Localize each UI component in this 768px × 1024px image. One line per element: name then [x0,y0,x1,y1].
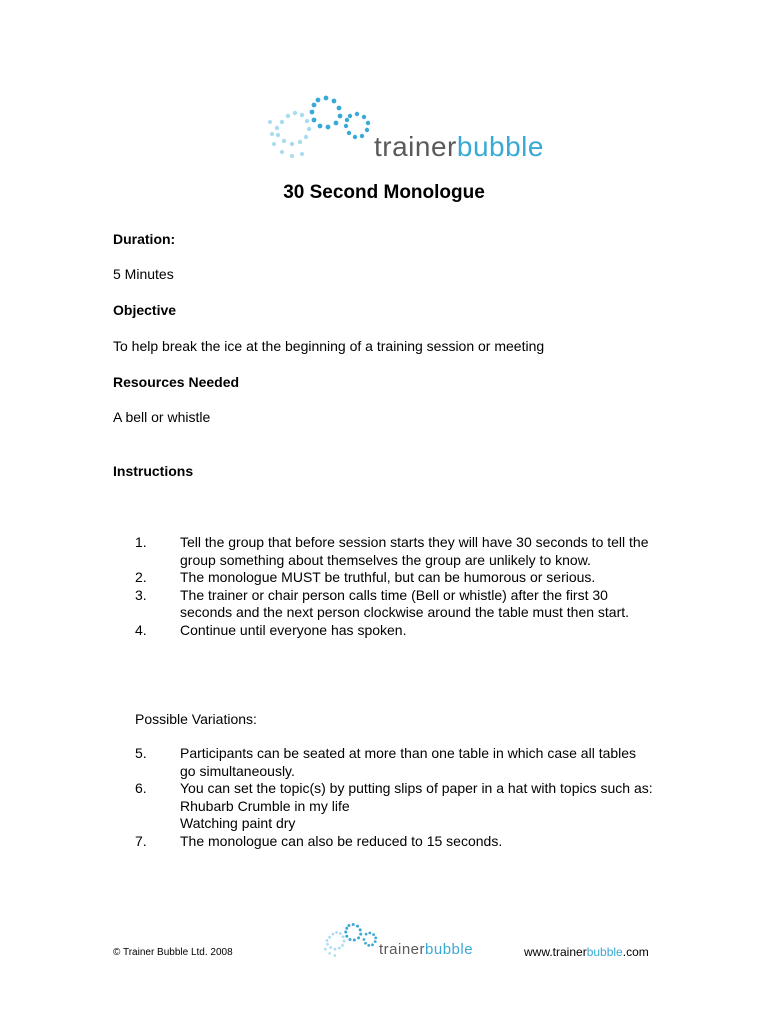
list-item [135,534,655,569]
list-item [135,780,655,833]
list-number: 1. [135,534,147,550]
list-text-wrap [180,780,655,833]
topic-example: Watching paint dry [180,815,296,832]
logo-wordmark [374,133,544,161]
list-item [135,622,655,640]
list-item [135,587,655,622]
bubbles-logo-icon [320,921,380,959]
logo-word-trainer: trainer [374,131,457,162]
url-prefix: www.trainer [524,945,587,959]
footer-copyright: © Trainer Bubble Ltd. 2008 [113,947,233,958]
variations-heading: Possible Variations: [135,711,257,727]
footer-website-link[interactable] [524,945,649,959]
duration-value: 5 Minutes [113,266,174,282]
trainerbubble-logo [264,92,544,162]
url-suffix: .com [622,945,649,959]
list-text: The monologue MUST be truthful, but can be humorous or serious. [180,569,596,586]
list-text: You can set the topic(s) by putting slips of paper in a hat with topics such as: [180,780,653,797]
list-item [135,745,655,780]
resources-heading: Resources Needed [113,374,240,390]
instructions-heading: Instructions [113,463,194,479]
url-highlight: bubble [586,945,623,959]
footer-logo-wordmark [379,942,473,957]
list-number: 2. [135,569,147,586]
list-number: 5. [135,745,147,761]
list-number: 3. [135,586,147,603]
bubbles-logo-icon [264,92,376,162]
logo-word-trainer: trainer [379,941,426,958]
variations-list [135,745,655,851]
document-title: 30 Second Monologue [283,182,485,203]
list-text: Tell the group that before session starts they will have 30 seconds to tell the group something about themselves the group are unlikely to know. [180,534,649,568]
objective-heading: Objective [113,302,177,318]
list-text: The monologue can also be reduced to 15 seconds. [180,832,503,849]
list-number: 6. [135,780,147,797]
list-text: Continue until everyone has spoken. [180,621,407,638]
list-item [135,833,655,851]
objective-value: To help break the ice at the beginning of a training session or meeting [113,338,545,354]
resources-value: A bell or whistle [113,409,211,425]
topic-example: Rhubarb Crumble in my life [180,797,350,814]
list-number: 7. [135,832,147,849]
list-text: Participants can be seated at more than one table in which case all tables go simultaneously. [180,745,637,779]
list-item [135,569,655,587]
list-number: 4. [135,621,147,638]
instructions-list [135,534,655,640]
duration-heading: Duration: [113,231,176,247]
list-text: The trainer or chair person calls time (Bell or whistle) after the first 30 seconds and the next person clockwise around the table must then start. [180,586,630,621]
footer-logo [320,921,473,959]
logo-word-bubble: bubble [425,941,474,958]
logo-word-bubble: bubble [456,131,544,162]
